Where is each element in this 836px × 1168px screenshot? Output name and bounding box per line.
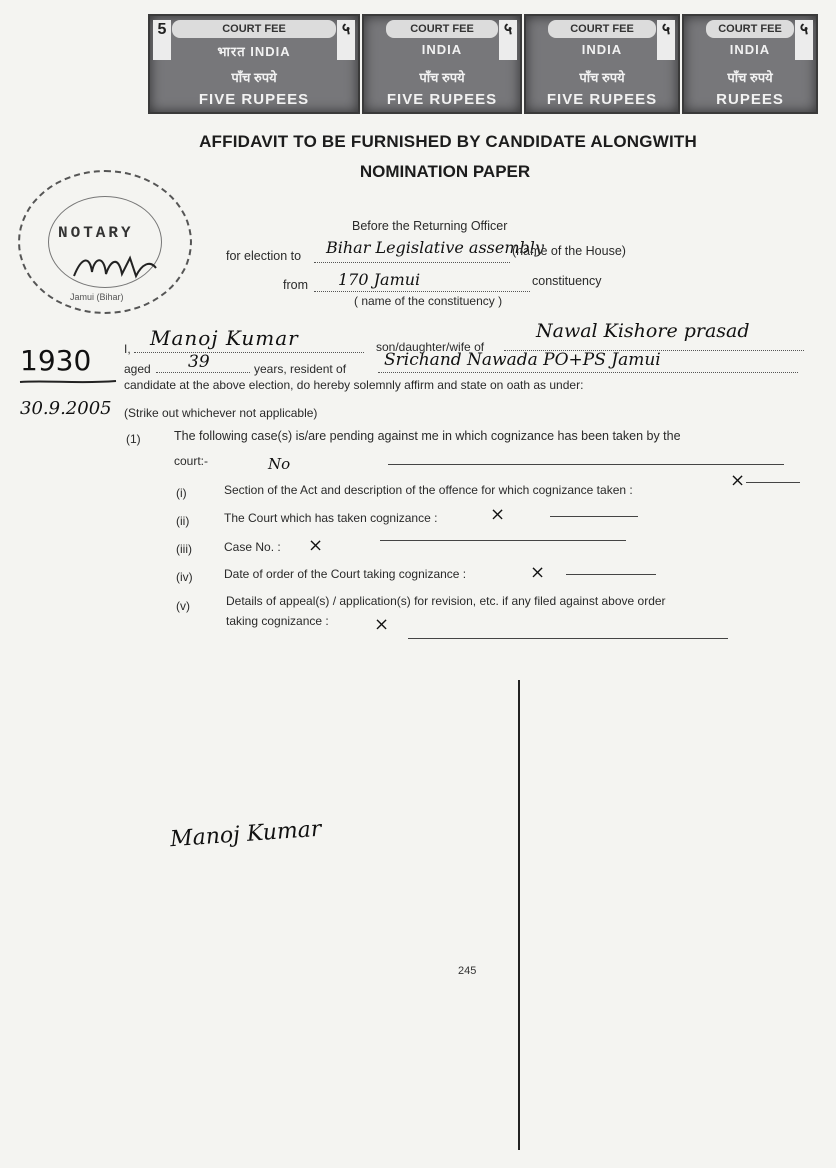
oath-statement: candidate at the above election, do hereby solemnly affirm and state on oath as under:: [124, 378, 584, 392]
house-label: (name of the House): [512, 244, 626, 258]
stamp-top-label: COURT FEE: [172, 20, 336, 38]
document-subtitle: NOMINATION PAPER: [359, 162, 531, 181]
subitem-mark: ×: [730, 470, 746, 491]
from-label: from: [283, 278, 308, 292]
age-value: 39: [188, 352, 210, 372]
subitem-text: Date of order of the Court taking cognizance :: [224, 567, 467, 581]
stamp-value: 5: [153, 20, 171, 60]
address-value: Srichand Nawada PO+PS Jamui: [384, 350, 661, 370]
subitem-mark: ×: [374, 614, 390, 635]
stamp-value: ५: [657, 20, 675, 60]
page-number: 245: [458, 965, 477, 977]
court-fee-stamp: [524, 14, 680, 114]
subitem-line: [566, 574, 656, 575]
constituency-label: constituency: [532, 274, 602, 288]
document-title: AFFIDAVIT TO BE FURNISHED BY CANDIDATE ALONGWITH: [199, 132, 697, 151]
declarant-name-value: Manoj Kumar: [150, 326, 299, 350]
stamp-denomination: RUPEES: [716, 91, 784, 108]
stamp-denomination: FIVE RUPEES: [198, 91, 310, 108]
stamp-hindi-text: पाँच रुपये: [727, 70, 773, 85]
signature: Manoj Kumar: [169, 816, 323, 853]
stamp-top-label: COURT FEE: [706, 20, 794, 38]
subitem-number: (iii): [176, 542, 192, 556]
subitem-line: [408, 638, 728, 639]
resident-label: years, resident of: [254, 362, 347, 376]
address-field-line: [378, 372, 798, 373]
subitem-mark: ×: [490, 504, 506, 525]
stamp-country: INDIA: [421, 42, 463, 57]
aged-label: aged: [124, 362, 151, 376]
notary-signature-icon: [70, 248, 160, 284]
name-field-line: [134, 352, 364, 353]
stamp-top-label: COURT FEE: [548, 20, 656, 38]
item-number: (1): [126, 432, 141, 446]
court-fee-stamp: [682, 14, 818, 114]
subitem-number: (iv): [176, 570, 193, 584]
answer-line: [388, 464, 784, 465]
parent-name-value: Nawal Kishore prasad: [536, 320, 750, 342]
election-label: for election to: [226, 249, 302, 263]
strike-note: (Strike out whichever not applicable): [124, 406, 318, 420]
constituency-note: ( name of the constituency ): [354, 294, 503, 308]
court-fee-stamp: [148, 14, 360, 114]
stamp-country: भारत INDIA: [217, 44, 291, 59]
item-text: The following case(s) is/are pending against me in which cognizance has been taken by the: [174, 429, 681, 443]
margin-date: 30.9.2005: [20, 398, 112, 419]
item-answer: No: [268, 455, 291, 473]
relation-label: son/daughter/wife of: [376, 340, 485, 354]
subitem-text: Case No. :: [224, 540, 281, 554]
returning-officer-heading: Before the Returning Officer: [352, 219, 508, 233]
subitem-text: Details of appeal(s) / application(s) for revision, etc. if any filed against above order: [226, 594, 666, 608]
margin-underline: [18, 378, 118, 386]
subitem-text: The Court which has taken cognizance :: [224, 511, 438, 525]
subitem-number: (ii): [176, 514, 190, 528]
stamp-value: ५: [795, 20, 813, 60]
constituency-field-line: [314, 291, 530, 292]
notary-label: NOTARY: [58, 224, 134, 242]
margin-number: 1930: [20, 344, 92, 377]
house-field-line: [314, 262, 510, 263]
notary-place: Jamui (Bihar): [70, 292, 124, 302]
vertical-divider: [518, 680, 520, 1150]
stamp-hindi-text: पाँच रुपये: [231, 70, 277, 85]
stamp-denomination: FIVE RUPEES: [546, 91, 658, 108]
stamp-hindi-text: पाँच रुपये: [419, 70, 465, 85]
stamp-value: ५: [499, 20, 517, 60]
declarant-i-label: I,: [124, 342, 131, 356]
subitem-number: (v): [176, 599, 190, 613]
stamp-hindi-text: पाँच रुपये: [579, 70, 625, 85]
subitem-mark: ×: [530, 562, 546, 583]
subitem-mark: ×: [308, 535, 324, 556]
age-field-line: [156, 372, 250, 373]
stamp-denomination: FIVE RUPEES: [386, 91, 498, 108]
house-name-value: Bihar Legislative assembly: [326, 238, 544, 257]
subitem-line: [380, 540, 626, 541]
stamp-value: ५: [337, 20, 355, 60]
constituency-value: 170 Jamui: [338, 270, 421, 289]
subitem-number: (i): [176, 486, 187, 500]
stamp-country: INDIA: [729, 42, 771, 57]
court-fee-stamp: [362, 14, 522, 114]
stamp-country: INDIA: [581, 42, 623, 57]
subitem-line: [746, 482, 800, 483]
item-text-cont: court:-: [174, 454, 209, 468]
subitem-text-cont: taking cognizance :: [226, 614, 329, 628]
stamp-top-label: COURT FEE: [386, 20, 498, 38]
subitem-text: Section of the Act and description of the offence for which cognizance taken :: [224, 483, 633, 497]
subitem-line: [550, 516, 638, 517]
